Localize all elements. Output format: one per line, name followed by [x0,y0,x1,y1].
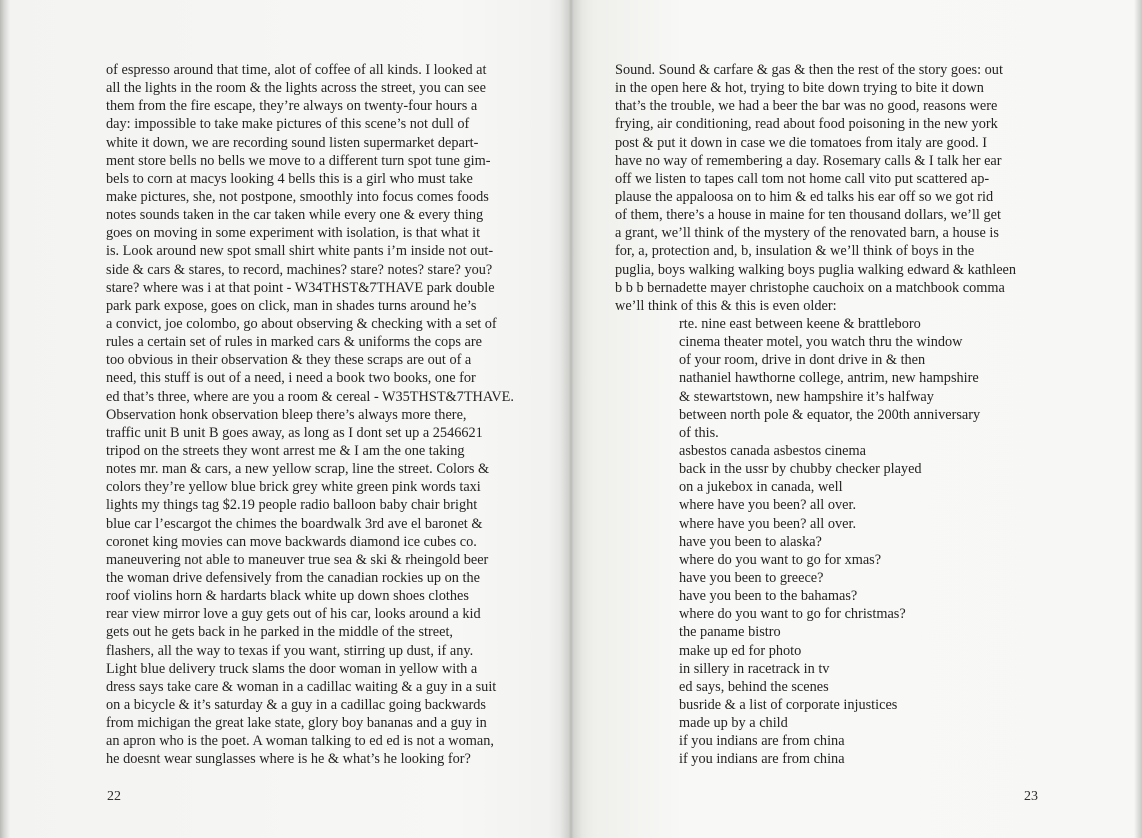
text-line: make up ed for photo [679,642,802,659]
text-line: lights my things tag $2.19 people radio balloon baby chair bright [106,497,478,514]
text-line: where do you want to go for christmas? [679,606,906,623]
text-line: bels to corn at macys looking 4 bells this is a girl who must take [106,170,473,187]
text-line: have you been to greece? [679,569,824,586]
text-line: puglia, boys walking walking boys puglia walking edward & kathleen [615,261,1017,278]
page-number-left: 22 [107,789,121,804]
text-line: have you been to alaska? [679,533,822,550]
text-line: maneuvering not able to maneuver true sea & ski & rheingold beer [106,551,489,568]
page-edge-right [1134,0,1142,838]
text-line: busride & a list of corporate injustices [679,696,898,713]
text-line: nathaniel hawthorne college, antrim, new hampshire [679,370,979,387]
text-line: colors they’re yellow blue brick grey white green pink words taxi [106,479,481,496]
text-line: in sillery in racetrack in tv [679,660,830,677]
text-line: flashers, all the way to texas if you want, stirring up dust, if any. [106,642,474,659]
text-line: of your room, drive in dont drive in & then [679,352,926,369]
text-line: coronet king movies can move backwards diamond ice cubes co. [106,533,477,550]
text-line: notes mr. man & cars, a new yellow scrap, line the street. Colors & [106,461,490,478]
text-line: on a jukebox in canada, well [679,479,843,496]
text-line: plause the appaloosa on to him & ed talks his ear off so we got rid [615,188,994,205]
text-line: goes on moving in some experiment with isolation, is that what it [106,225,481,242]
text-line: day: impossible to take make pictures of this scene’s not dull of [106,116,470,133]
text-line: asbestos canada asbestos cinema [679,442,866,459]
text-line: if you indians are from china [679,751,845,768]
text-line: dress says take care & woman in a cadillac waiting & a guy in a suit [106,678,497,695]
text-line: where have you been? all over. [679,515,857,532]
text-line: he doesnt wear sunglasses where is he & what’s he looking for? [106,751,471,768]
text-line: blue car l’escargot the chimes the boardwalk 3rd ave el baronet & [106,515,483,532]
right-page [571,0,1142,838]
right-page-text [615,61,1016,768]
text-line: tripod on the streets they wont arrest me & I am the one taking [106,442,465,459]
text-line: back in the ussr by chubby checker played [679,461,922,478]
text-line: ment store bells no bells we move to a different turn spot tune gim- [106,152,491,169]
text-line: Light blue delivery truck slams the door woman in yellow with a [106,660,478,677]
page-number-right: 23 [1024,789,1038,804]
text-line: b b b bernadette mayer christophe cauchoix on a matchbook comma [615,279,1005,296]
text-line: side & cars & stares, to record, machines? stare? notes? stare? you? [106,261,493,278]
text-line: we’ll think of this & this is even older: [615,297,837,314]
text-line: ed that’s three, where are you a room & cereal - W35THST&7THAVE. [106,388,514,405]
left-page-text [106,61,514,768]
text-line: between north pole & equator, the 200th anniversary [679,406,981,423]
text-line: from michigan the great lake state, glory boy bananas and a guy in [106,715,487,732]
text-line: for, a, protection and, b, insulation & we’ll think of boys in the [615,243,975,260]
text-line: a convict, joe colombo, go about observing & checking with a set of [106,315,497,332]
text-line: roof violins horn & hardarts black white up down shoes clothes [106,588,469,605]
text-line: have no way of remembering a day. Rosemary calls & I talk her ear [615,152,1002,169]
text-line: traffic unit B unit B goes away, as long as I dont set up a 2546621 [106,424,483,441]
text-line: if you indians are from china [679,733,845,750]
text-line: of this. [679,424,719,441]
text-line: & stewartstown, new hampshire it’s halfway [679,388,934,405]
text-line: the paname bistro [679,624,781,641]
text-line: make pictures, she, not postpone, smoothly into focus comes foods [106,188,489,205]
text-line: where do you want to go for xmas? [679,551,882,568]
text-line: of them, there’s a house in maine for ten thousand dollars, we’ll get [615,207,1001,224]
text-line: on a bicycle & it’s saturday & a guy in a cadillac going backwards [106,696,486,713]
text-line: need, this stuff is out of a need, i need a book two books, one for [106,370,476,387]
text-line: notes sounds taken in the car taken while every one & every thing [106,207,484,224]
text-line: have you been to the bahamas? [679,588,858,605]
text-line: stare? where was i at that point - W34THST&7THAVE park double [106,279,495,296]
text-line: ed says, behind the scenes [679,678,829,695]
text-line: rear view mirror love a guy gets out of his car, looks around a kid [106,606,481,623]
text-line: in the open here & hot, trying to bite down trying to bite it down [615,80,984,97]
text-line: too obvious in their observation & they these scraps are out of a [106,352,472,369]
text-line: of espresso around that time, alot of coffee of all kinds. I looked at [106,62,487,78]
text-line: gets out he gets back in he parked in the middle of the street, [106,624,453,641]
text-line: where have you been? all over. [679,497,857,514]
text-line: cinema theater motel, you watch thru the window [679,334,963,351]
text-line: off we listen to tapes call tom not home call vito put scattered ap- [615,170,990,187]
text-line: is. Look around new spot small shirt white pants i’m inside not out- [106,243,494,260]
text-line: white it down, we are recording sound listen supermarket depart- [106,134,479,151]
text-line: park park expose, goes on click, man in shades turns around he’s [106,297,477,314]
text-line: an apron who is the poet. A woman talking to ed ed is not a woman, [106,733,494,750]
text-line: the woman drive defensively from the canadian rockies up on the [106,569,480,586]
text-line: that’s the trouble, we had a beer the bar was no good, reasons were [615,98,998,115]
text-line: Sound. Sound & carfare & gas & then the rest of the story goes: out [615,62,1003,78]
text-line: rte. nine east between keene & brattleboro [679,315,921,332]
text-line: made up by a child [679,715,788,732]
text-line: rules a certain set of rules in marked cars & uniforms the cops are [106,334,482,351]
text-line: post & put it down in case we die tomatoes from italy are good. I [615,134,988,151]
text-line: them from the fire escape, they’re always on twenty-four hours a [106,98,478,115]
text-line: all the lights in the room & the lights across the street, you can see [106,80,486,97]
text-line: frying, air conditioning, read about food poisoning in the new york [615,116,998,133]
text-line: a grant, we’ll think of the mystery of the renovated barn, a house is [615,225,999,242]
text-line: Observation honk observation bleep there’s always more there, [106,406,467,423]
